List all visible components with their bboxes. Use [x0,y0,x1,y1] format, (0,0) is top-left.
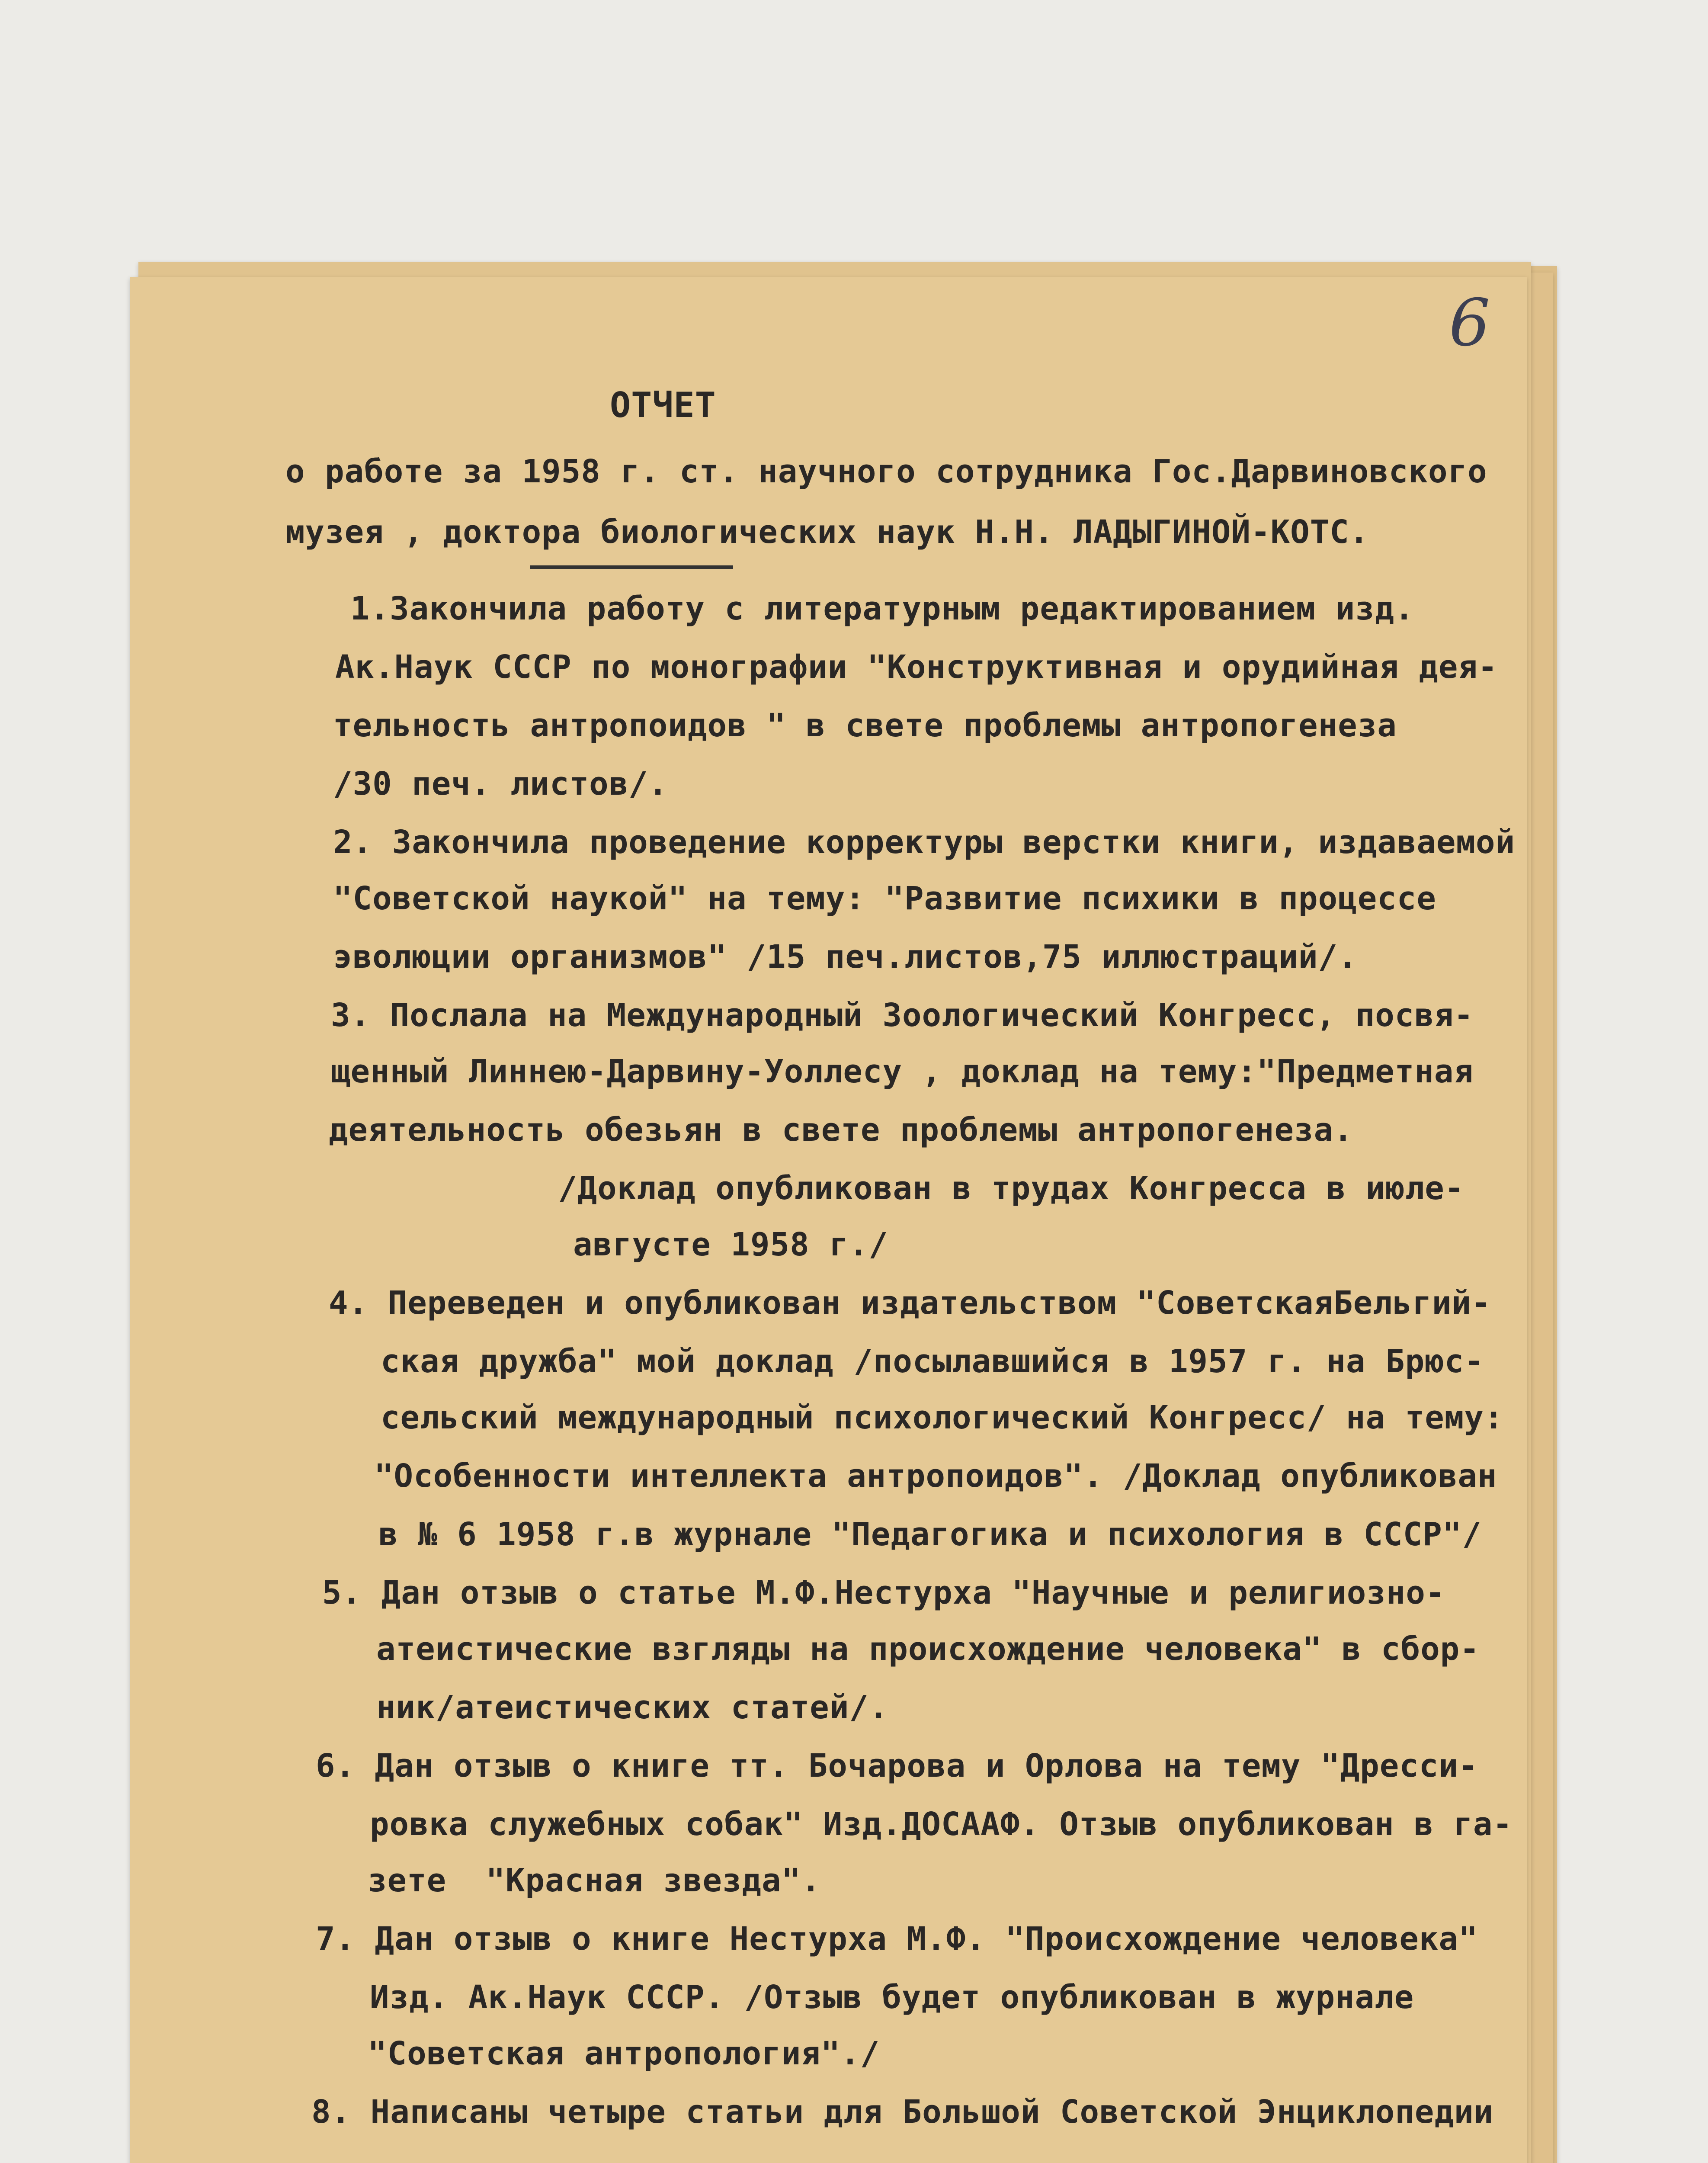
subtitle-line: о работе за 1958 г. ст. научного сотрудника Гос.Дарвиновского [285,453,1487,490]
report-line: 7. Дан отзыв о книге Нестурха М.Ф. "Происхождение человека" [316,1920,1478,1958]
report-document [130,277,1527,2163]
report-line: 8. Написаны четыре статьи для Большой Советской Энциклопедии [311,2093,1494,2131]
report-line: сельский международный психологический Конгресс/ на тему: [381,1399,1504,1436]
report-line: "Особенности интеллекта антропоидов". /Доклад опубликован [374,1457,1497,1495]
report-line: "Советская антропология"./ [368,2035,880,2072]
report-line: эволюции организмов" /15 печ.листов,75 иллюстраций/. [333,938,1358,976]
report-line: 6. Дан отзыв о книге тт. Бочарова и Орлова на тему "Дресси- [316,1747,1478,1784]
report-line: 1.Закончила работу с литературным редактированием изд. [350,590,1414,627]
report-line: 4. Переведен и опубликован издательством "СоветскаяБельгий- [329,1284,1491,1322]
report-line: августе 1958 г./ [573,1226,888,1263]
report-line: ник/атеистических статей/. [376,1689,889,1726]
report-line: /Доклад опубликован в трудах Конгресса в июле- [558,1170,1464,1207]
report-line: щенный Линнею-Дарвину-Уоллесу , доклад на тему:"Предметная [331,1053,1474,1090]
report-line: 5. Дан отзыв о статье М.Ф.Нестурха "Научные и религиозно- [322,1574,1445,1611]
report-line: деятельность обезьян в свете проблемы антропогенеза. [329,1111,1353,1149]
document-title: ОТЧЕТ [610,385,716,425]
report-line: ровка служебных собак" Изд.ДОСААФ. Отзыв опубликован в га- [370,1806,1513,1843]
report-line: ская дружба" мой доклад /посылавшийся в 1957 г. на Брюс- [381,1343,1484,1380]
subtitle-line: музея , доктора биологических наук Н.Н. ЛАДЫГИНОЙ-КОТС. [285,513,1369,551]
report-line: Ак.Наук СССР по монографии "Конструктивная и орудийная дея- [335,648,1498,686]
report-line: атеистические взгляды на происхождение человека" в сбор- [376,1630,1480,1668]
report-line: Изд. Ак.Наук СССР. /Отзыв будет опубликован в журнале [370,1979,1414,2016]
report-line: "Советской наукой" на тему: "Развитие психики в процессе [333,880,1436,917]
title-underline [530,565,733,569]
report-line: 3. Послала на Международный Зоологический Конгресс, посвя- [331,997,1474,1034]
handwritten-page-number: 6 [1449,286,1491,361]
document-subtitle [285,441,1487,562]
report-line: зете "Красная звезда". [368,1862,821,1899]
report-line: в № 6 1958 г.в журнале "Педагогика и психология в СССР"/ [378,1516,1482,1553]
report-line: 2. Закончила проведение корректуры верстки книги, издаваемой [333,824,1516,861]
report-line: /30 печ. листов/. [333,765,668,802]
report-line: тельность антропоидов " в свете проблемы антропогенеза [333,707,1397,744]
